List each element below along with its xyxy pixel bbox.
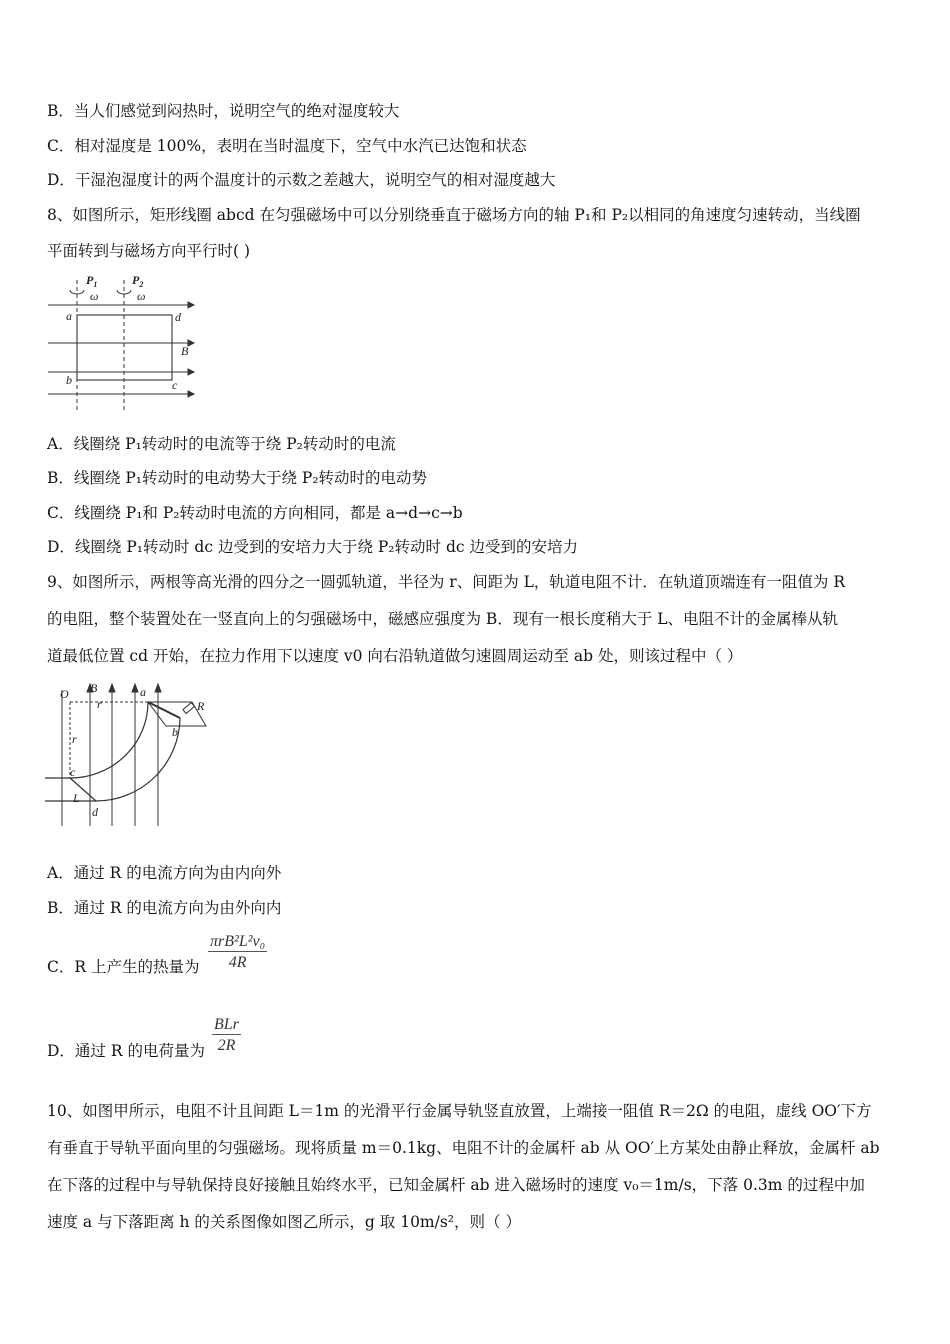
label-d: d bbox=[92, 805, 98, 819]
label-a: a bbox=[140, 685, 146, 699]
label-r-left: r bbox=[72, 732, 77, 746]
q9-option-c: C．R 上产生的热量为 bbox=[47, 958, 200, 976]
rod-ab bbox=[148, 702, 180, 718]
arrow-head bbox=[188, 302, 194, 308]
q9-formula-c bbox=[208, 933, 267, 972]
q10-line2: 有垂直于导轨平面向里的匀强磁场。现将质量 m＝0.1kg、电阻不计的金属杆 ab 从 OO′上方某处由静止释放，金属杆 ab bbox=[47, 1139, 880, 1157]
label-p1: P bbox=[86, 273, 94, 287]
q7-option-c: C．相对湿度是 100%，表明在当时温度下，空气中水汽已达饱和状态 bbox=[47, 137, 527, 155]
formula-c-numerator: πrB²L²v₀ bbox=[210, 933, 266, 950]
label-c: c bbox=[172, 378, 178, 392]
arrow-head bbox=[188, 369, 194, 375]
q8-option-b: B．线圈绕 P₁转动时的电动势大于绕 P₂转动时的电动势 bbox=[47, 469, 428, 487]
q10-line3: 在下落的过程中与导轨保持良好接触且始终水平，已知金属杆 ab 进入磁场时的速度 v₀＝1m/s，下落 0.3m 的过程中加 bbox=[47, 1176, 865, 1194]
q9-stem-line1: 9、如图所示，两根等高光滑的四分之一圆弧轨道，半径为 r、间距为 L，轨道电阻不计．在轨道顶端连有一阻值为 R bbox=[47, 573, 846, 591]
q8-stem-line2: 平面转到与磁场方向平行时( ) bbox=[47, 242, 251, 260]
label-p2-sub: 2 bbox=[139, 280, 144, 289]
formula-d-denominator: 2R bbox=[217, 1037, 236, 1054]
q10-line4: 速度 a 与下落距离 h 的关系图像如图乙所示，g 取 10m/s²，则（ ） bbox=[47, 1213, 521, 1231]
label-d: d bbox=[175, 310, 181, 324]
formula-c-denominator: 4R bbox=[228, 954, 247, 971]
q8-stem-line1: 8、如图所示，矩形线圈 abcd 在匀强磁场中可以分别绕垂直于磁场方向的轴 P₁和 P₂以相同的角速度匀速转动，当线圈 bbox=[47, 206, 861, 224]
arc-rail-outer bbox=[96, 718, 180, 801]
arrow-head bbox=[188, 340, 194, 346]
q9-option-d: D．通过 R 的电荷量为 bbox=[47, 1042, 205, 1060]
label-resistor: R bbox=[197, 699, 205, 713]
q9-arc-track-figure bbox=[40, 678, 215, 828]
q9-stem-line3: 道最低位置 cd 开始，在拉力作用下以速度 v0 向右沿轨道做匀速圆周运动至 ab 处，则该过程中（ ） bbox=[47, 647, 743, 665]
q7-option-b: B．当人们感觉到闷热时，说明空气的绝对湿度较大 bbox=[47, 102, 400, 120]
resistor-r bbox=[183, 703, 195, 714]
q8-option-c: C．线圈绕 P₁和 P₂转动时电流的方向相同，都是 a→d→c→b bbox=[47, 504, 463, 522]
label-o: O bbox=[60, 687, 69, 701]
svg-text:P2 bbox=[132, 273, 143, 289]
label-l: L bbox=[73, 791, 80, 805]
q9-option-b: B．通过 R 的电流方向为由外向内 bbox=[47, 899, 282, 917]
q8-option-d: D．线圈绕 P₁转动时 dc 边受到的安培力大于绕 P₂转动时 dc 边受到的安培力 bbox=[47, 538, 578, 556]
q9-stem-line2: 的电阻，整个装置处在一竖直向上的匀强磁场中，磁感应强度为 B．现有一根长度稍大于 L、电阻不计的金属棒从轨 bbox=[47, 610, 839, 628]
label-b-field: B bbox=[90, 681, 98, 695]
arc-rail-inner bbox=[70, 702, 148, 778]
formula-d-numerator: BLr bbox=[214, 1016, 239, 1033]
label-p2: P bbox=[132, 273, 140, 287]
label-omega-2: ω bbox=[137, 289, 146, 303]
arrow-head bbox=[188, 391, 194, 397]
q9-option-a: A．通过 R 的电流方向为由内向外 bbox=[47, 864, 282, 882]
q8-coil-figure bbox=[40, 270, 200, 415]
label-r-top: r bbox=[97, 697, 102, 711]
label-b: b bbox=[172, 725, 178, 739]
label-b: b bbox=[66, 373, 72, 387]
q10-line1: 10、如图甲所示，电阻不计且间距 L＝1m 的光滑平行金属导轨竖直放置，上端接一阻值 R＝2Ω 的电阻，虚线 OO′下方 bbox=[47, 1102, 872, 1120]
q8-option-a: A．线圈绕 P₁转动时的电流等于绕 P₂转动时的电流 bbox=[47, 435, 396, 453]
label-omega-1: ω bbox=[90, 289, 99, 303]
label-p1-sub: 1 bbox=[93, 280, 98, 289]
label-b-field: B bbox=[181, 344, 189, 358]
svg-text:P1 bbox=[86, 273, 97, 289]
label-a: a bbox=[66, 309, 72, 323]
q9-formula-d bbox=[212, 1016, 241, 1055]
q7-option-d: D．干湿泡湿度计的两个温度计的示数之差越大，说明空气的相对湿度越大 bbox=[47, 171, 556, 189]
label-c: c bbox=[70, 765, 76, 779]
